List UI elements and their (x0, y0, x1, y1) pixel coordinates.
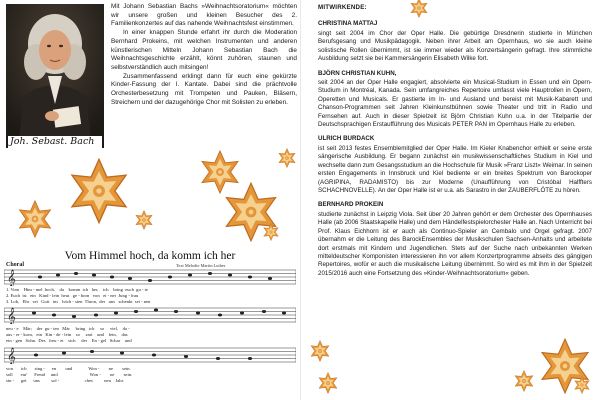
performer-text: singt seit 2004 im Chor der Oper Halle. Die gebürtige Dresdnerin studierte in München Berufsgesang und Musikpädagogik. Neben ihrer Arbeit am Opernhaus, wo sie auch kleine solistische Rollen übernimmt, ist sie immer wieder als Konzertsängerin gefragt. Ihre stimmliche Ausbildung setzt sie bei Kammersängerin Elisabeth Wilke fort. (318, 29, 592, 63)
intro-paragraph-2: In einer knappen Stunde erfahrt ihr durch die Moderation Bernhard Prokeins, mit welchen Instrumenten und anderen künstlerischen Mitteln Johann Sebastian Bach die Weihnachtsgeschichte erzählt, könnt zuhören, staunen und selbstverständlich auch mitsingen! (111, 29, 297, 71)
song-credit: Text Melodie Martin Luther (176, 263, 226, 268)
performer-bio (318, 135, 592, 195)
song-title: Vom Himmel hoch, da komm ich her (64, 250, 236, 262)
performer-name: BERNHARD PROKEIN (318, 201, 384, 209)
performers-heading: MITWIRKENDE: (318, 4, 367, 11)
performer-bio (318, 20, 592, 63)
lyrics-line: 3. Lob, Ehr sei Gott im höch - sten Thron, der uns schenkt sei - nen (6, 299, 151, 304)
star-icon (134, 210, 154, 230)
performer-text: ist seit 2013 festes Ensemblemitglied der Oper Halle. Im Kieler Knabenchor erhielt er seine erste sängerische Ausbildung. Er begann zunächst ein musikwissenschaftliches Studium in Kiel und wechselte dann zum Gesangsstudium an die Hochschule für Musik »Franz Liszt« Weimar. In seinen ersten Engagements in Innsbruck und Kiel bediente er ein breites Spektrum von Barockoper (AGRIPINA, RADAMISTO) bis zur Moderne (Unaufführung von Cristóbal Halffters SCHACHNOVELLE). An der Oper Halle ist er u.a. als Sarastro in der ZAUBERFLÖTE zu hören. (318, 144, 592, 195)
svg-text:𝄞: 𝄞 (7, 269, 16, 286)
star-icon (16, 200, 54, 238)
performer-name: CHRISTINA MATTAJ (318, 20, 378, 28)
intro-paragraph-3: Zusammenfassend erklingt dann für euch eine gekürzte Kinder-Fassung der I. Kantate. Dabei sind die prächtvolle Orchesterbesetzung mit Trompeten und Pauken, Bläsern, Streichern und der dazugehörige Chor mit Solisten zu erleben. (111, 72, 297, 106)
music-staff (4, 306, 296, 324)
music-staff (4, 346, 296, 364)
choral-label: Choral (6, 262, 24, 268)
lyrics-line: sin - get uns sol - ches neu Jahr. (6, 378, 125, 383)
performer-bio (318, 70, 592, 130)
performer-text: studierte zunächst in Leipzig Viola. Seit über 20 Jahren gehört er dem Orchester des Opernhauses Halle (ab 2006 Staatskapelle Halle) und dem Händelfestspielorchester Halle an. Nach Unterricht bei Prof. Klaus Eichhorn ist er auch als Continuo-Spieler an Cembalo und Orgel gefragt. 2007 übernahm er die Leitung des BarockEnsembles der Musikschulen Sachsen-Anhalts und arbeitete dort erstmals mit Kindern und Jugendlichen. Stets auf der Suche nach unbekannten Werken mitteldeutscher Komponisten interessieren ihn vor allem Konzertprogramme abseits des gängigen Repertoires, wofür er auch die musikalische Leitung übernimmt. So wird es mit ihm in der Spielzeit 2015/2016 auch eine Fortsetzung des »Kinder-Weihnachtsoratorium« geben. (318, 210, 592, 277)
star-icon (309, 340, 331, 362)
performer-text: seit 2004 an der Oper Halle engagiert, absolvierte ein Musical-Studium in Essen und ein Opern-Studium in Montréal, Kanada. Sein umfangreiches Repertoire umfasst viele Hauptrollen in Opern, Operetten und Musicals. Er gastierte im In- und Ausland und bereist mit Musik-Kabarett und Chanson-Programmen seit Jahren Kleinkunstbühnen sowie Theater und tritt in Radio und Fernsehen auf. Auch in dieser Spielzeit ist Björn Christian Kuhn u.a. in der Titelpartie der Deutschsprachigen Erstaufführung des Musicals PETER PAN im Opernhaus Halle zu erleben. (318, 78, 592, 129)
lyrics-line: aus - er - korn, ein Kin - de - lein so zart und fein, das (6, 332, 128, 337)
performer-bio (318, 201, 592, 278)
svg-text:𝄞: 𝄞 (7, 307, 16, 324)
lyrics-line: neu - e Mär; der gu - ten Mär bring ich so viel, da - (6, 326, 130, 331)
bach-signature: Joh. Sebast. Bach (8, 136, 102, 152)
intro-text (111, 3, 297, 107)
star-icon (277, 148, 297, 168)
performers-column (318, 4, 592, 278)
music-staff (4, 268, 296, 286)
svg-text:𝄞: 𝄞 (7, 347, 16, 364)
star-icon (573, 376, 591, 394)
bach-portrait (6, 4, 104, 148)
star-icon (262, 223, 280, 241)
lyrics-line: soll eur' Freud und Won - ne sein. (6, 372, 133, 377)
lyrics-line: von ich sing - en und Won - ne sein. (6, 366, 131, 371)
star-icon (66, 158, 132, 224)
performer-name: BJÖRN CHRISTIAN KUHN, (318, 69, 397, 77)
star-icon (513, 370, 535, 392)
lyrics-line: 2. Euch ist ein Kind - lein heut ge - born von ei - ner Jung - frau (6, 293, 139, 298)
lyrics-line: ein - gen Sohn. Des freu - et sich der En - gel Schar und (6, 338, 132, 343)
intro-paragraph-1: Mit Johann Sebastian Bachs »Weihnachtsoratorium« möchten wir unsere großen und kleinen Besucher des 2. Familienkonzertes auf das nahende Weihnachtsfest einstimmen. (111, 3, 297, 28)
performer-name: ULRICH BURDACK (318, 135, 375, 143)
star-icon (317, 372, 339, 394)
lyrics-line: 1. Vom Him - mel hoch, da komm ich her, ich bring euch gu - te (6, 287, 148, 292)
